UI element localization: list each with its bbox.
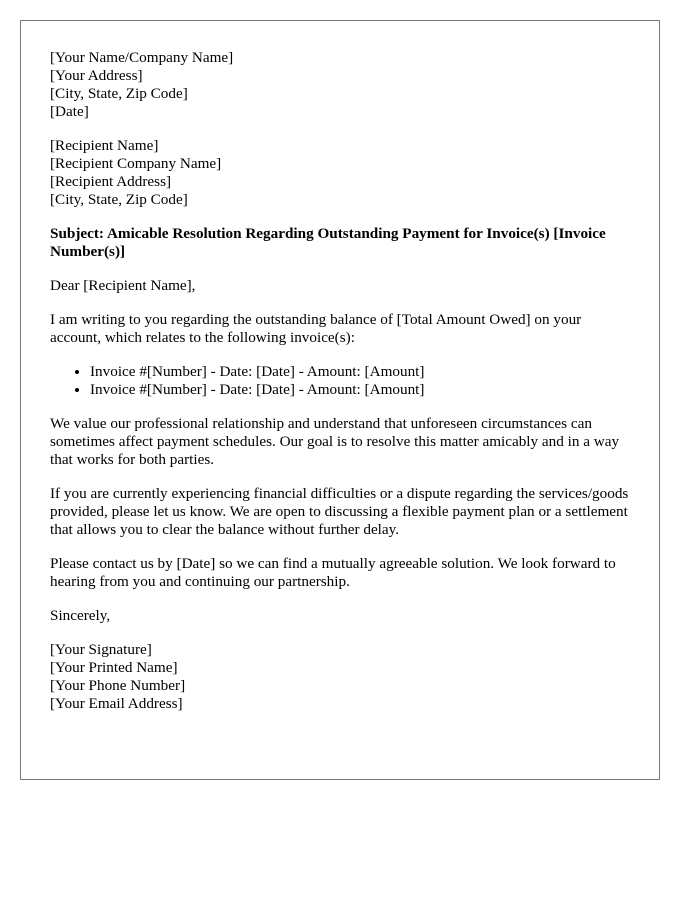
invoice-list bbox=[50, 363, 630, 399]
difficulties-paragraph: If you are currently experiencing financial difficulties or a dispute regarding the services/goods provided, please let us know. We are open to discussing a flexible payment plan or a settlement that allows you to clear the balance without further delay. bbox=[50, 485, 629, 538]
invoice-list-item: • Invoice #[Number] - Date: [Date] - Amount: [Amount] bbox=[90, 381, 630, 399]
contact-paragraph: Please contact us by [Date] so we can find a mutually agreeable solution. We look forward to hearing from you and continuing our partnership. bbox=[50, 555, 616, 590]
letter-document bbox=[20, 20, 660, 780]
signature-line: [Your Signature] bbox=[50, 641, 152, 658]
recipient-address: [Recipient Address] bbox=[50, 173, 172, 190]
email-address: [Your Email Address] bbox=[50, 695, 183, 712]
subject-line: Subject: Amicable Resolution Regarding Outstanding Payment for Invoice(s) [Invoice Number(s)] bbox=[50, 225, 606, 260]
intro-paragraph: I am writing to you regarding the outstanding balance of [Total Amount Owed] on your account, which relates to the following invoice(s): bbox=[50, 311, 582, 346]
sender-city: [City, State, Zip Code] bbox=[50, 85, 188, 102]
sender-address: [Your Address] bbox=[50, 67, 143, 84]
sender-name: [Your Name/Company Name] bbox=[50, 49, 234, 66]
letter-date: [Date] bbox=[50, 103, 89, 120]
salutation: Dear [Recipient Name], bbox=[50, 277, 196, 294]
closing: Sincerely, bbox=[50, 607, 111, 624]
sender-block bbox=[50, 49, 630, 121]
relationship-paragraph: We value our professional relationship and understand that unforeseen circumstances can sometimes affect payment schedules. Our goal is to resolve this matter amicably and in a way that works for both parties. bbox=[50, 415, 620, 468]
recipient-block bbox=[50, 137, 630, 209]
phone-number: [Your Phone Number] bbox=[50, 677, 186, 694]
recipient-city: [City, State, Zip Code] bbox=[50, 191, 188, 208]
printed-name: [Your Printed Name] bbox=[50, 659, 178, 676]
invoice-list-item: • Invoice #[Number] - Date: [Date] - Amount: [Amount] bbox=[90, 363, 630, 381]
recipient-company: [Recipient Company Name] bbox=[50, 155, 222, 172]
signature-block bbox=[50, 641, 630, 713]
recipient-name: [Recipient Name] bbox=[50, 137, 159, 154]
